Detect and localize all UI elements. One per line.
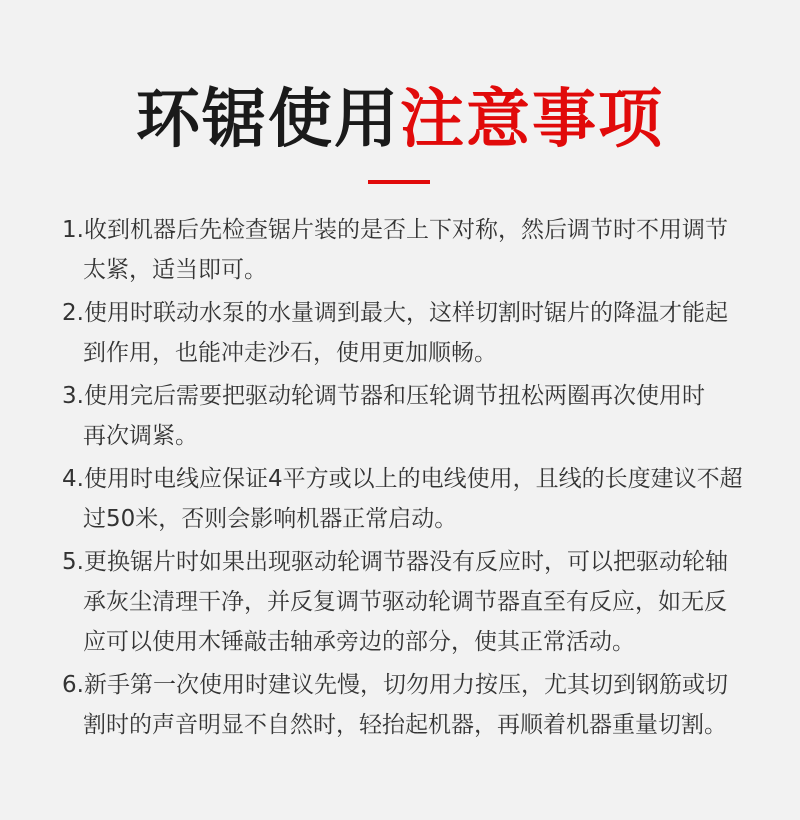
note-line: 过50米，否则会影响机器正常启动。	[83, 506, 458, 532]
note-item-5	[62, 542, 762, 662]
note-line: 4.使用时电线应保证4平方或以上的电线使用，且线的长度建议不超	[62, 466, 743, 492]
note-item-4	[62, 459, 762, 539]
note-line: 5.更换锯片时如果出现驱动轮调节器没有反应时，可以把驱动轮轴	[62, 549, 728, 575]
note-line: 太紧，适当即可。	[83, 257, 267, 283]
note-item-1	[62, 210, 762, 290]
note-line: 6.新手第一次使用时建议先慢，切勿用力按压，尤其切到钢筋或切	[62, 672, 728, 698]
note-line: 到作用，也能冲走沙石，使用更加顺畅。	[83, 340, 497, 366]
note-line: 应可以使用木锤敲击轴承旁边的部分，使其正常活动。	[83, 629, 635, 655]
page-title	[0, 80, 800, 160]
note-line: 割时的声音明显不自然时，轻抬起机器，再顺着机器重量切割。	[83, 712, 727, 738]
note-item-3	[62, 376, 762, 456]
note-line: 承灰尘清理干净，并反复调节驱动轮调节器直至有反应，如无反	[83, 589, 727, 615]
note-line: 再次调紧。	[83, 423, 198, 449]
note-item-6	[62, 665, 762, 745]
note-line: 2.使用时联动水泵的水量调到最大，这样切割时锯片的降温才能起	[62, 300, 728, 326]
note-item-2	[62, 293, 762, 373]
title-red-part: 注意事项	[400, 83, 664, 157]
notes-list	[62, 210, 762, 748]
note-line: 1.收到机器后先检查锯片装的是否上下对称，然后调节时不用调节	[62, 217, 728, 243]
title-dark-part: 环锯使用	[136, 83, 400, 157]
note-line: 3.使用完后需要把驱动轮调节器和压轮调节扭松两圈再次使用时	[62, 383, 705, 409]
title-divider	[368, 180, 430, 184]
